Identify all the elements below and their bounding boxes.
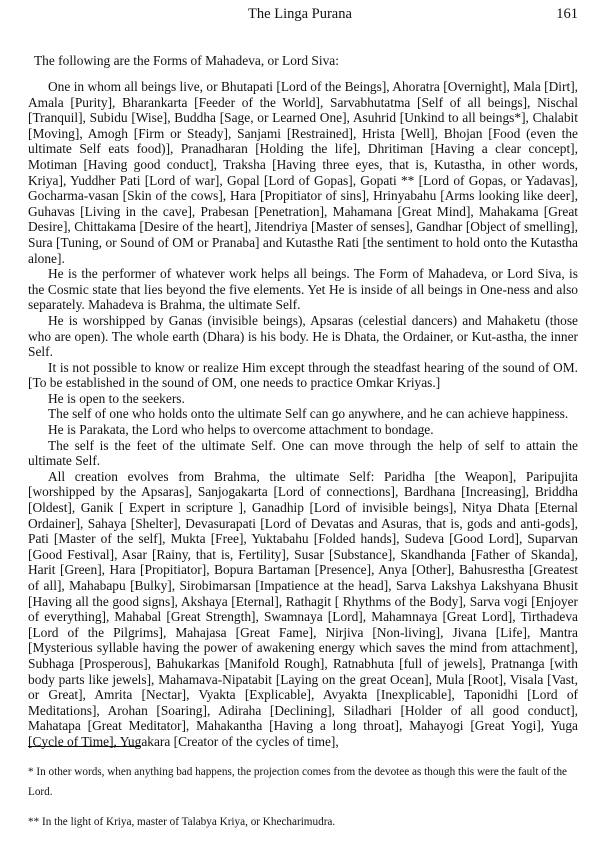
paragraph-om: It is not possible to know or realize Him except through the steadfast hearing of the sound of OM. [To be established in the sound of OM, one needs to practice Omkar Kriyas.]: [28, 359, 578, 391]
paragraph-parakata: He is Parakata, the Lord who helps to overcome attachment to bondage.: [48, 422, 434, 438]
footnote-divider: [28, 746, 140, 747]
running-head: The Linga Purana: [248, 6, 352, 22]
footnote-2: ** In the light of Kriya, master of Talabya Kriya, or Khecharimudra.: [28, 816, 336, 828]
page-number: 161: [556, 6, 578, 22]
intro-line: The following are the Forms of Mahadeva, or Lord Siva:: [34, 53, 339, 68]
footnote-1: * In other words, when anything bad happens, the projection comes from the devotee as though this were the fault of the Lord.: [28, 766, 568, 798]
paragraph-worshipped: He is worshipped by Ganas (invisible beings), Apsaras (celestial dancers) and Mahaketu (those who are open). The whole earth (Dhara) is his body. He is Dhata, the Ordainer, or Kut-astha, the inner Self.: [28, 312, 578, 360]
paragraph-creation: All creation evolves from Brahma, the ultimate Self: Paridha [the Weapon], Paripujita [worshipped by the Apsaras], Sanjogakarta [Lord of connections], Bardhana [Increasing], Briddha [Oldest], Ganik [ Expert in scripture ], Ganadhip [Lord of invisible beings], Nitya Dhata [Eternal Ordainer], Sahaya [Shelter], Devasurapati [Lord of Devatas and Asuras, that is, gods and anti-gods], Pati [Master of the self], Mukta [Free], Yuktabahu [Folded hands], Sudeva [Good Lord], Suparvan [Good Festival], Asar [Rainy, that is, Fertility], Susar [Substance], Skandhanda [Father of Skanda], Harit [Green], Hara [Propitiator], Bopura Bartaman [Presence], Anya [Other], Bahusrestha [Greatest of all], Mahabapu [Bulky], Sirobimarsan [Impatience at the head], Sarva Lakshya Lakshyana Bhusit [Having all the good signs], Akshaya [Eternal], Rathagit [ Rhythms of the Body], Sarva vogi [Enjoyer of everything], Mahabal [Great Strength], Swamnaya [Lord], Mahamnaya [Great Lord], Tirthadeva [Lord of the Pilgrims], Mahajasa [Great Fame], Nirjiva [Non-living], Jivana [Life], Mantra [Mysterious syllable having the power of awakening energy which saves the mind from attachment], Subhaga [Prosperous], Bahukarkas [Manifold Rough], Ratnabhuta [full of jewels], Pratnanga [with body parts like jewels], Mahamava-Nipatabit [Laying on the great Ocean], Mula [Root], Visala [Vast, or Great], Amrita [Nectar], Vyakta [Explicable], Avyakta [Inexplicable], Taponidhi [Lord of Meditations], Arohan [Soaring], Adiraha [Declining], Siladhari [Holder of all good conduct], Mahatapa [Great Meditator], Mahakantha [Having a long throat], Mahayogi [Great Yogi], Yuga [Cycle of Time], Yugakara [Creator of the cycles of time],: [28, 468, 578, 749]
paragraph-open: He is open to the seekers.: [48, 390, 185, 406]
page-header: [0, 6, 600, 28]
paragraph-feet: The self is the feet of the ultimate Self. One can move through the help of self to attain the ultimate Self.: [28, 437, 578, 469]
paragraph-forms-list: One in whom all beings live, or Bhutapati [Lord of the Beings], Ahoratra [Overnight], Mala [Dirt], Amala [Purity], Bharankarta [Feeder of the World], Sarvabhutatma [Self of all beings], Nischal [Tranquil], Subidu [Wise], Buddha [Sage, or Learned One], Asuhrid [Unkind to all beings*], Chalabit [Moving], Amogh [Firm or Steady], Sanjami [Restrained], Hrista [Well], Bhojan [Food (even the ultimate Self eats food)], Pranadharan [Holding the life], Dhritiman [Having a clear concept], Motiman [Having good conduct], Traksha [Having three eyes, that is, Kutastha, in other words, Kriya], Yuddher Pati [Lord of war], Gopal [Lord of Gopas], Gopati ** [Lord of Gopas, or Yadavas], Gocharma-vasan [Skin of the cows], Hara [Propitiator of sins], Hrinyabahu [Arms looking like deer], Guhavas [Living in the cave], Prabesan [Penetration], Mahamana [Great Mind], Mahakama [Great Desire], Chittakama [Desire of the heart], Jitendriya [Master of senses], Gandhar [Object of smelling], Sura [Tuning, or Sound of OM or Pranaba] and Kutasthe Rati [the sentiment to hold onto the Kutastha alone].: [28, 79, 578, 266]
paragraph-performer: He is the performer of whatever work helps all beings. The Form of Mahadeva, or Lord Siva, is the Cosmic state that lies beyond the five elements. Yet He is inside of all beings in One-ness and also separately. Mahadeva is Brahma, the ultimate Self.: [28, 266, 578, 313]
paragraph-self: The self of one who holds onto the ultimate Self can go anywhere, and he can achieve happiness.: [48, 406, 569, 422]
page-body: [28, 35, 578, 750]
